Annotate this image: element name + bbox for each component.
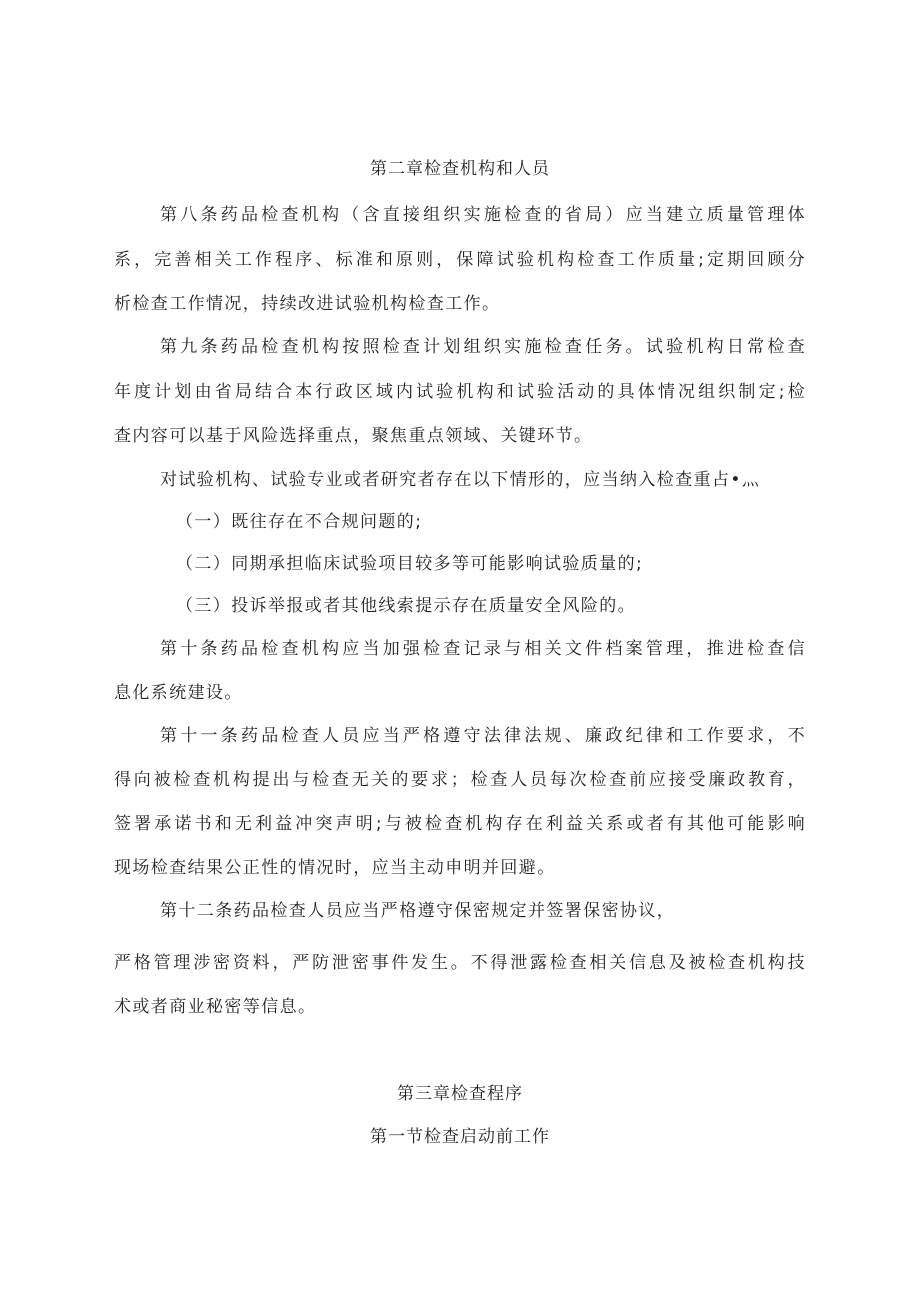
paragraph-line: 查内容可以基于风险选择重点，聚焦重点领域、关键环节。	[114, 426, 593, 446]
paragraph-line: 第十一条药品检查人员应当严格遵守法律法规、廉政纪律和工作要求，不	[160, 726, 806, 746]
paragraph-line: 第十条药品检查机构应当加强检查记录与相关文件档案管理，推进检查信	[160, 639, 806, 659]
paragraph-line: 第十二条药品检查人员应当严格遵守保密规定并签署保密协议，	[160, 901, 676, 921]
paragraph-line: 析检查工作情况，持续改进试验机构检查工作。	[114, 294, 501, 314]
paragraph-line: 严格管理涉密资料，严防泄密事件发生。不得泄露检查相关信息及被检查机构技	[114, 953, 806, 973]
paragraph-line: 术或者商业秘密等信息。	[114, 997, 317, 1017]
list-item: （二）同期承担临床试验项目较多等可能影响试验质量的;	[176, 554, 644, 574]
paragraph-line: 签署承诺书和无利益冲突声明;与被检查机构存在利益关系或者有其他可能影响	[114, 814, 806, 834]
paragraph-line: 息化系统建设。	[114, 683, 243, 703]
paragraph-line: 年度计划由省局结合本行政区域内试验机构和试验活动的具体情况组织制定;检	[114, 382, 806, 402]
paragraph-line: 第九条药品检查机构按照检查计划组织实施检查任务。试验机构日常检查	[160, 337, 806, 357]
paragraph-line: 得向被检查机构提出与检查无关的要求；检查人员每次检查前应接受廉政教育，	[114, 770, 806, 790]
paragraph-line: 现场检查结果公正性的情况时，应当主动申明并回避。	[114, 858, 556, 878]
chapter-2-heading: 第二章检查机构和人员	[370, 159, 550, 179]
list-item: （三）投诉举报或者其他线索提示存在质量安全风险的。	[176, 596, 636, 616]
chapter-3-heading: 第三章检查程序	[397, 1084, 523, 1104]
paragraph-line: 第八条药品检查机构（含直接组织实施检查的省局）应当建立质量管理体	[160, 205, 806, 225]
section-1-heading: 第一节检查启动前工作	[370, 1127, 550, 1147]
list-item: （一）既往存在不合规问题的;	[176, 512, 423, 532]
paragraph-line: 系，完善相关工作程序、标准和原则，保障试验机构检查工作质量;定期回顾分	[114, 250, 806, 270]
focus-intro: 对试验机构、试验专业或者研究者存在以下情形的，应当纳入检查重占•灬	[160, 470, 761, 490]
